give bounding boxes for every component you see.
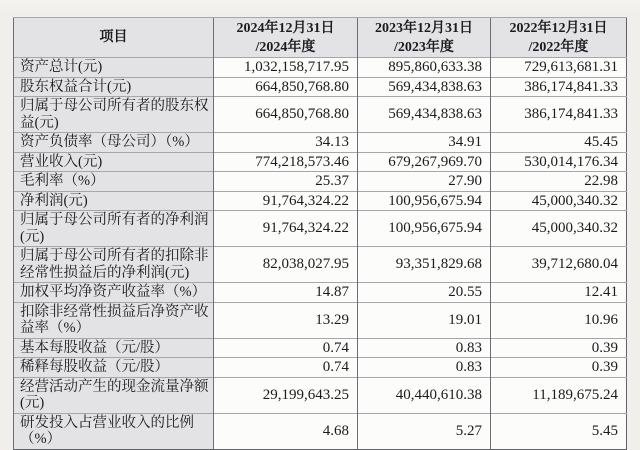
row-label: 经营活动产生的现金流量净额(元) (14, 377, 214, 413)
value-2024: 91,764,324.22 (214, 191, 358, 211)
header-cell-period-2023 (358, 18, 491, 58)
row-label: 毛利率（%） (14, 172, 214, 192)
value-2024: 664,850,768.80 (214, 97, 358, 133)
value-2023: 0.83 (358, 338, 491, 358)
row-label: 归属于母公司所有者的扣除非经常性损益后的净利润(元) (14, 247, 214, 283)
value-2024: 91,764,324.22 (214, 211, 358, 247)
value-2022: 530,014,176.34 (491, 152, 627, 172)
table-row (14, 377, 627, 413)
header-item-label: 项目 (99, 30, 128, 45)
row-label: 基本每股收益（元/股） (14, 338, 214, 358)
value-2024: 13.29 (214, 302, 358, 338)
value-2023: 5.27 (358, 413, 491, 449)
value-2023: 27.90 (358, 172, 491, 192)
row-label: 稀释每股收益（元/股） (14, 358, 214, 378)
row-label: 净利润(元) (14, 191, 214, 211)
value-2023: 0.83 (358, 358, 491, 378)
table-row (14, 152, 627, 172)
value-2024: 4.68 (214, 413, 358, 449)
value-2023: 40,440,610.38 (358, 377, 491, 413)
value-2022: 10.96 (491, 302, 627, 338)
value-2022: 12.41 (491, 283, 627, 303)
row-label: 扣除非经常性损益后净资产收益率（%） (14, 302, 214, 338)
value-2022: 45,000,340.32 (491, 191, 627, 211)
value-2024: 0.74 (214, 338, 358, 358)
row-label: 归属于母公司所有者的净利润(元) (14, 211, 214, 247)
value-2023: 895,860,633.38 (358, 58, 491, 78)
value-2022: 0.39 (491, 338, 627, 358)
table-row (14, 211, 627, 247)
value-2022: 5.45 (491, 413, 627, 449)
value-2022: 11,189,675.24 (491, 377, 627, 413)
table-row (14, 191, 627, 211)
table-row (14, 247, 627, 283)
period-2024-date: 2024年12月31日 (236, 20, 335, 36)
value-2024: 25.37 (214, 172, 358, 192)
value-2022: 45.45 (491, 133, 627, 153)
value-2023: 34.91 (358, 133, 491, 153)
value-2022: 386,174,841.33 (491, 97, 627, 133)
value-2024: 0.74 (214, 358, 358, 378)
value-2022: 729,613,681.31 (491, 58, 627, 78)
table-row (14, 58, 627, 78)
value-2023: 679,267,969.70 (358, 152, 491, 172)
value-2023: 569,434,838.63 (358, 77, 491, 97)
value-2022: 45,000,340.32 (491, 211, 627, 247)
value-2022: 386,174,841.33 (491, 77, 627, 97)
header-row (14, 18, 627, 58)
period-2022-year: /2022年度 (528, 39, 589, 55)
table-row (14, 172, 627, 192)
table-row (14, 358, 627, 378)
value-2024: 1,032,158,717.95 (214, 58, 358, 78)
row-label: 加权平均净资产收益率（%） (14, 283, 214, 303)
table-row (14, 338, 627, 358)
row-label: 资产负债率（母公司）（%） (14, 133, 214, 153)
value-2023: 93,351,829.68 (358, 247, 491, 283)
row-label: 股东权益合计(元) (14, 77, 214, 97)
value-2023: 19.01 (358, 302, 491, 338)
table-row (14, 133, 627, 153)
value-2023: 569,434,838.63 (358, 97, 491, 133)
header-cell-period-2022 (491, 18, 627, 58)
row-label: 营业收入(元) (14, 152, 214, 172)
period-2024-year: /2024年度 (255, 39, 316, 55)
financial-summary-table (13, 17, 627, 450)
table-body (14, 58, 627, 450)
value-2023: 20.55 (358, 283, 491, 303)
value-2022: 0.39 (491, 358, 627, 378)
value-2024: 14.87 (214, 283, 358, 303)
value-2023: 100,956,675.94 (358, 211, 491, 247)
header-cell-period-2024 (214, 18, 358, 58)
period-2023-year: /2023年度 (394, 39, 454, 55)
table-row (14, 283, 627, 303)
value-2024: 774,218,573.46 (214, 152, 358, 172)
period-2023-date: 2023年12月31日 (375, 20, 473, 36)
value-2022: 22.98 (491, 172, 627, 192)
table-row (14, 413, 627, 449)
value-2023: 100,956,675.94 (358, 191, 491, 211)
table-row (14, 302, 627, 338)
value-2024: 29,199,643.25 (214, 377, 358, 413)
header-cell-item (14, 18, 214, 58)
row-label: 研发投入占营业收入的比例（%） (14, 413, 214, 449)
period-2022-date: 2022年12月31日 (509, 20, 608, 36)
value-2024: 82,038,027.95 (214, 247, 358, 283)
table-row (14, 77, 627, 97)
row-label: 资产总计(元) (14, 58, 214, 78)
value-2024: 664,850,768.80 (214, 77, 358, 97)
value-2022: 39,712,680.04 (491, 247, 627, 283)
table-row (14, 97, 627, 133)
value-2024: 34.13 (214, 133, 358, 153)
row-label: 归属于母公司所有者的股东权益(元) (14, 97, 214, 133)
